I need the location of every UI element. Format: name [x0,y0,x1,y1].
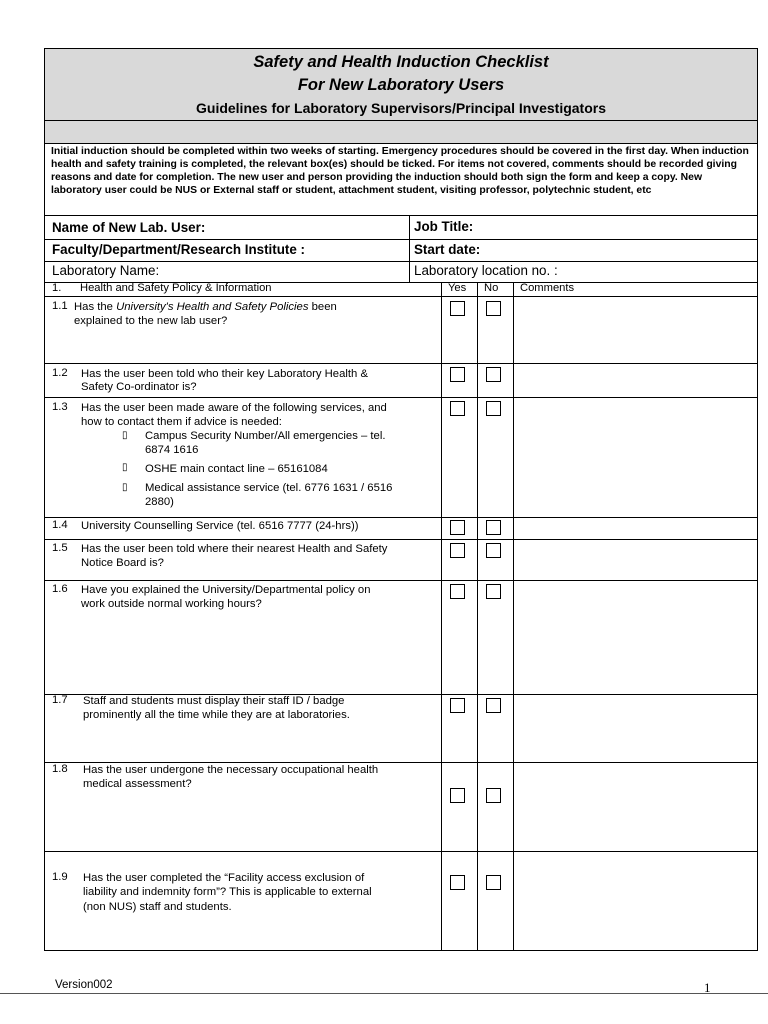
q13-yes-checkbox[interactable] [450,401,465,416]
q15-yes-checkbox[interactable] [450,543,465,558]
q16-number: 1.6 [52,583,68,595]
q13-number: 1.3 [52,401,68,413]
q13-bullet-medical-line2: 2880) [145,496,174,508]
q13-bullet-campus-security-line2: 6874 1616 [145,444,199,456]
q15-text: Has the user been told where their nearest Health and Safety [81,543,388,555]
q15-text-line2: Notice Board is? [81,557,164,569]
q16-text: Have you explained the University/Departmental policy on [81,584,371,596]
footer-rule [0,993,768,994]
q16-yes-checkbox[interactable] [450,584,465,599]
q16-text-line2: work outside normal working hours? [81,598,262,610]
q14-no-checkbox[interactable] [486,520,501,535]
q17-number: 1.7 [52,694,68,706]
q18-text-line2: medical assessment? [83,778,192,790]
faculty-label: Faculty/Department/Research Institute : [52,242,305,257]
q11-number: 1.1 [52,300,68,312]
job-title-label: Job Title: [414,219,474,234]
checklist-form [44,48,758,951]
q19-text-line2: liability and indemnity form”? This is applicable to external [83,886,372,898]
start-date-label: Start date: [414,242,481,257]
q17-yes-checkbox[interactable] [450,698,465,713]
section-title: Health and Safety Policy & Information [80,282,272,294]
q11-text-line2: explained to the new lab user? [74,315,228,327]
q12-yes-checkbox[interactable] [450,367,465,382]
q15-no-checkbox[interactable] [486,543,501,558]
form-title-line2: For New Laboratory Users [297,76,505,94]
col-comments-header: Comments [520,282,575,294]
section-number: 1. [52,282,62,294]
q13-bullet-oshe: OSHE main contact line – 65161084 [145,463,328,475]
form-title: Safety and Health Induction Checklist [253,53,549,71]
q19-text: Has the user completed the “Facility access exclusion of [83,872,365,884]
q14-number: 1.4 [52,519,68,531]
q19-no-checkbox[interactable] [486,875,501,890]
form-subtitle: Guidelines for Laboratory Supervisors/Principal Investigators [196,100,606,116]
q12-number: 1.2 [52,367,68,379]
q13-no-checkbox[interactable] [486,401,501,416]
q16-no-checkbox[interactable] [486,584,501,599]
instructions-text: Initial induction should be completed within two weeks of starting. Emergency procedures should be covered in the first day. When induction health and safety training is completed, the relevant box(es) should be ticked. For items not covered, comments should be recorded giving reasons and date for completion. The new user and person providing the induction should both sign the form and keep a copy. New laboratory user could be NUS or External staff or student, attachment student, visiting professor, polytechnic student, etc [51,146,749,196]
q14-text: University Counselling Service (tel. 6516 7777 (24-hrs)) [81,520,359,532]
q15-number: 1.5 [52,542,68,554]
q18-yes-checkbox[interactable] [450,788,465,803]
name-label: Name of New Lab. User: [52,220,206,235]
q13-bullet-medical: Medical assistance service (tel. 6776 1631 / 6516 [145,482,393,494]
bullet-marker: ▯ [122,462,128,473]
q13-bullet-campus-security: Campus Security Number/All emergencies – tel. [145,430,386,442]
q17-text-line2: prominently all the time while they are at laboratories. [83,709,350,721]
bullet-marker: ▯ [122,482,128,493]
q18-no-checkbox[interactable] [486,788,501,803]
q19-number: 1.9 [52,871,68,883]
col-no-header: No [484,282,499,294]
q12-text: Has the user been told who their key Laboratory Health & [81,368,368,380]
lab-location-label: Laboratory location no. : [414,263,558,278]
q14-yes-checkbox[interactable] [450,520,465,535]
version-label: Version002 [55,979,113,991]
page-number: 1 [704,980,711,995]
q19-yes-checkbox[interactable] [450,875,465,890]
q13-text: Has the user been made aware of the following services, and [81,402,387,414]
q11-no-checkbox[interactable] [486,301,501,316]
q18-text: Has the user undergone the necessary occupational health [83,764,379,776]
col-yes-header: Yes [448,282,467,294]
q18-number: 1.8 [52,763,68,775]
lab-name-label: Laboratory Name: [52,263,160,278]
q11-yes-checkbox[interactable] [450,301,465,316]
q12-no-checkbox[interactable] [486,367,501,382]
q17-no-checkbox[interactable] [486,698,501,713]
q13-text-line2: how to contact them if advice is needed: [81,416,282,428]
q11-text: Has the University's Health and Safety Policies been [74,301,337,313]
q12-text-line2: Safety Co-ordinator is? [81,381,197,393]
q19-text-line3: (non NUS) staff and students. [83,901,232,913]
q17-text: Staff and students must display their staff ID / badge [83,695,345,707]
bullet-marker: ▯ [122,430,128,441]
